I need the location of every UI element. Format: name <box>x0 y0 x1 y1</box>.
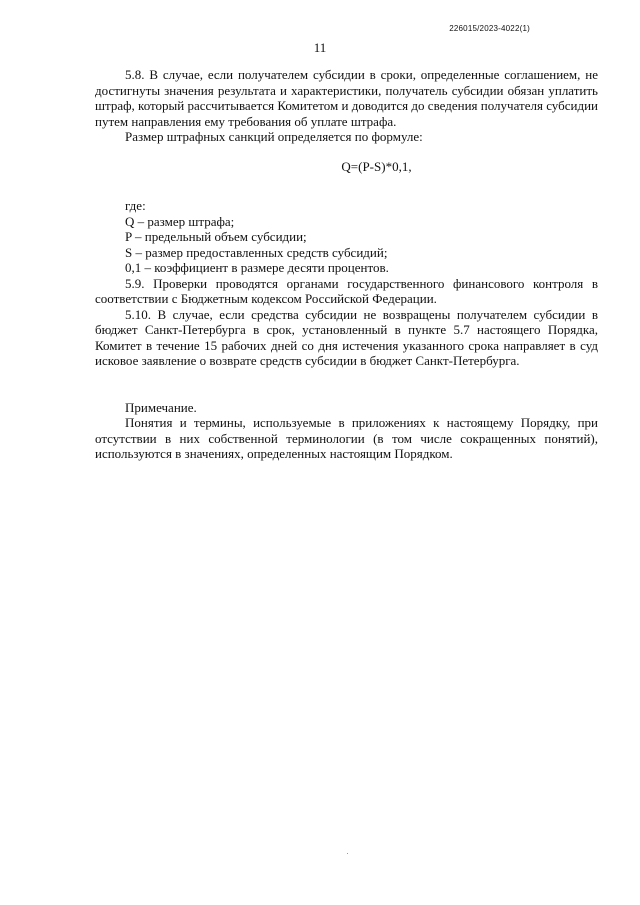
definition-q: Q – размер штрафа; <box>125 213 235 229</box>
paragraph-5-9: 5.9. Проверки проводятся органами государственного финансового контроля в соответствии с Бюджетным кодексом Российской Федерации. <box>95 275 598 306</box>
document-body <box>95 67 598 462</box>
note-title: Примечание. <box>125 399 197 415</box>
where-label: где: <box>125 198 146 213</box>
page-number: 11 <box>313 40 327 55</box>
penalty-formula: Q=(P-S)*0,1, <box>341 158 412 174</box>
note-text: Понятия и термины, используемые в приложениях к настоящему Порядку, при отсутствии в них собственной терминологии (в том числе сокращенных понятий), используются в значениях, определенных настоящим Порядком. <box>95 415 598 461</box>
definition-s: S – размер предоставленных средств субсидий; <box>125 244 388 260</box>
definition-coefficient: 0,1 – коэффициент в размере десяти процентов. <box>125 260 389 275</box>
paragraph-5-8: 5.8. В случае, если получателем субсидии в сроки, определенные соглашением, не достигнуты значения результата и характеристики, получатель субсидии обязан уплатить штраф, который рассчитывается Комитетом и доводится до сведения получателя субсидии путем направления ему требования об уплате штрафа. <box>95 67 598 129</box>
scan-speck <box>347 853 348 854</box>
paragraph-penalty-intro: Размер штрафных санкций определяется по формуле: <box>125 129 423 144</box>
document-id: 226015/2023-4022(1) <box>449 24 530 33</box>
note-block <box>95 400 598 462</box>
paragraph-5-10: 5.10. В случае, если средства субсидии не возвращены получателем субсидии в бюджет Санкт-Петербурга в срок, установленный в пункте 5.7 настоящего Порядка, Комитет в течение 15 рабочих дней со дня истечения указанного срока направляет в суд исковое заявление о возврате средств субсидии в бюджет Санкт-Петербурга. <box>95 306 598 368</box>
definition-p: P – предельный объем субсидии; <box>125 229 307 244</box>
